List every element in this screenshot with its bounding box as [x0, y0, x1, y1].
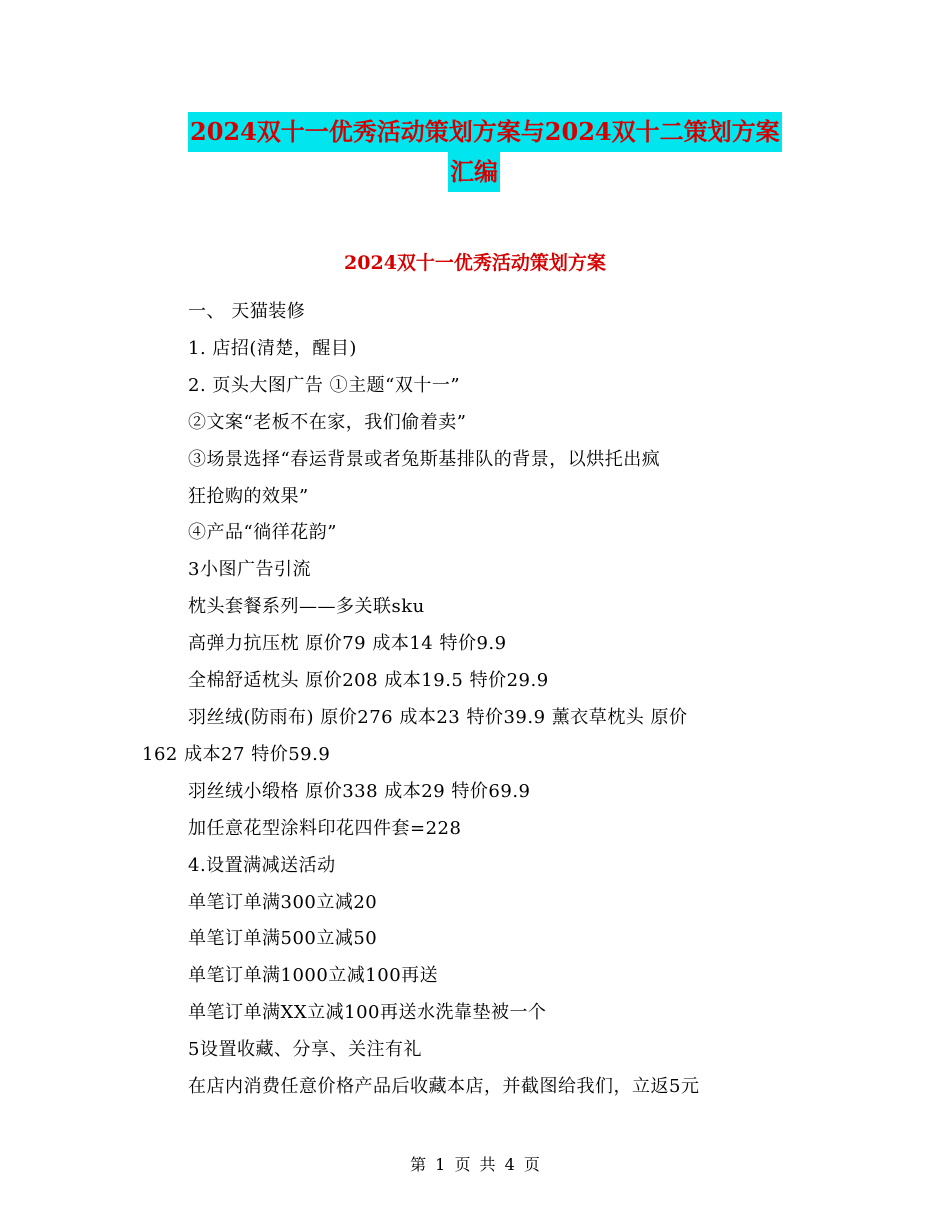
- body-line: ④产品“徜徉花韵”: [188, 522, 337, 544]
- body-line: 2. 页头大图广告 ①主题“双十一”: [188, 374, 461, 396]
- body-line: 单笔订单满500立减50: [188, 928, 378, 950]
- body-line: 3小图广告引流: [188, 559, 311, 581]
- body-line: 全棉舒适枕头 原价208 成本19.5 特价29.9: [188, 670, 549, 692]
- main-title-line-2: 汇编: [448, 152, 500, 192]
- body-line: 一、 天猫装修: [188, 301, 306, 322]
- document-body: [142, 294, 808, 1106]
- body-line: 单笔订单满XX立减100再送水洗靠垫被一个: [188, 1002, 547, 1024]
- body-line: 4.设置满减送活动: [188, 854, 336, 876]
- body-line: 高弹力抗压枕 原价79 成本14 特价9.9: [188, 633, 507, 655]
- body-line: 枕头套餐系列——多关联sku: [188, 596, 425, 618]
- body-line: 在店内消费任意价格产品后收藏本店，并截图给我们，立返5元: [188, 1076, 700, 1098]
- body-line: 羽丝绒小缎格 原价338 成本29 特价69.9: [188, 780, 531, 802]
- body-line: 狂抢购的效果”: [188, 485, 309, 507]
- body-line: 5设置收藏、分享、关注有礼: [188, 1039, 422, 1061]
- body-line: 单笔订单满1000立减100再送: [188, 965, 439, 987]
- main-title-line-1: 2024双十一优秀活动策划方案与2024双十二策划方案: [188, 112, 782, 152]
- body-line: 羽丝绒(防雨布) 原价276 成本23 特价39.9 薰衣草枕头 原价: [188, 706, 688, 728]
- body-line: 162 成本27 特价59.9: [142, 743, 331, 765]
- section-title: 2024双十一优秀活动策划方案: [344, 252, 606, 274]
- body-line: 单笔订单满300立减20: [188, 891, 378, 913]
- body-line: 1. 店招(清楚，醒目): [188, 337, 357, 359]
- body-line: ②文案“老板不在家，我们偷着卖”: [188, 411, 467, 433]
- body-line: 加任意花型涂料印花四件套=228: [188, 817, 462, 839]
- page-footer: 第 1 页 共 4 页: [410, 1155, 540, 1174]
- body-line: ③场景选择“春运背景或者兔斯基排队的背景，以烘托出疯: [188, 448, 661, 470]
